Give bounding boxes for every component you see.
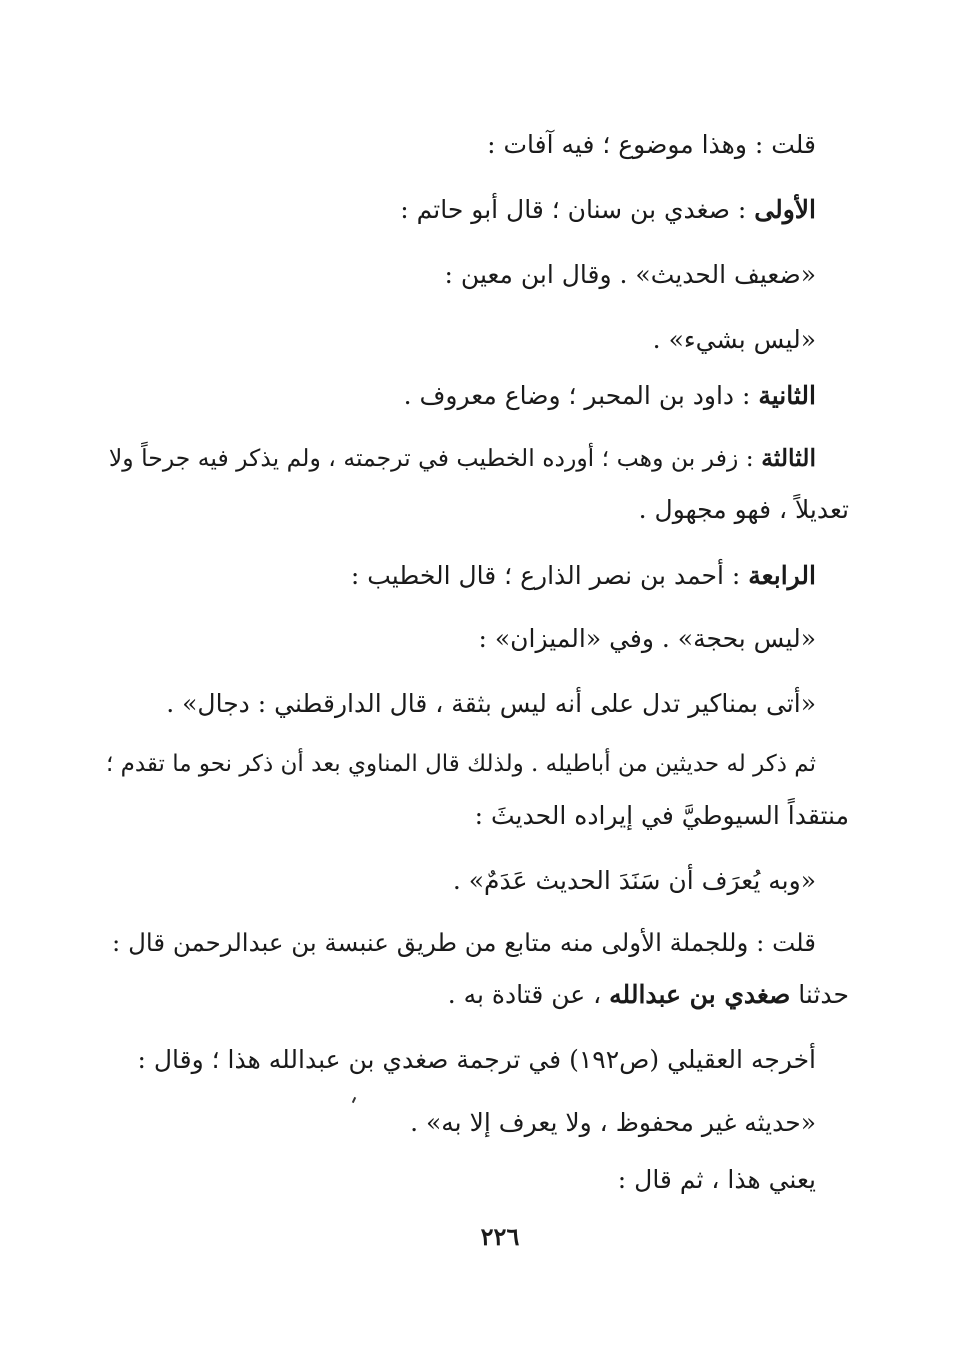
text-line: «ضعيف الحديث» . وقال ابن معين : — [444, 260, 816, 289]
text-line: أخرجه العقيلي (ص١٩٢) في ترجمة صغدي بن عبدالله هذا ؛ وقال : — [137, 1045, 816, 1074]
text-line: قلت : وللجملة الأولى منه متابع من طريق عنبسة بن عبدالرحمن قال : — [112, 928, 816, 957]
text-line: قلت : وهذا موضوع ؛ فيه آفات : — [487, 130, 816, 159]
narrator-name: صغدي بن عبدالله — [609, 980, 791, 1009]
text-line: يعني هذا ، ثم قال : — [617, 1165, 816, 1194]
text-line: «ليس بحجة» . وفي «الميزان» : — [478, 624, 816, 653]
heading-word: الثالثة — [761, 444, 816, 472]
text-line: «أتى بمناكير تدل على أنه ليس بثقة ، قال الدارقطني : دجال» . — [166, 689, 816, 718]
text-line: الثانية : داود بن المحبر ؛ وضاع معروف . — [403, 381, 816, 410]
text-line: الأولى : صغدي بن سنان ؛ قال أبو حاتم : — [400, 195, 816, 224]
heading-word: الثانية — [758, 381, 816, 410]
text-line: «ليس بشيء» . — [652, 325, 816, 354]
text-line: ثم ذكر له حديثين من أباطيله . ولذلك قال المناوي بعد أن ذكر نحو ما تقدم ؛ — [105, 751, 816, 777]
heading-word: الرابعة — [748, 561, 816, 590]
stray-mark — [352, 1097, 356, 1103]
text-line: «وبه يُعرَف أن سَنَدَ الحديث عَدَمٌ» . — [452, 866, 816, 895]
page-number: ٢٢٦ — [480, 1222, 520, 1251]
text-line: حدثنا صغدي بن عبدالله ، عن قتادة به . — [447, 980, 849, 1009]
text-line: منتقداً السيوطيَّ في إيراده الحديثَ : — [474, 801, 849, 830]
text-line: الرابعة : أحمد بن نصر الذارع ؛ قال الخطيب : — [350, 561, 816, 590]
text-line: تعديلاً ، فهو مجهول . — [638, 495, 849, 524]
text-line: «حديثه غير محفوظ ، ولا يعرف إلا به» . — [410, 1108, 816, 1137]
heading-word: الأولى — [754, 195, 816, 224]
text-line: الثالثة : زفر بن وهب ؛ أورده الخطيب في ترجمته ، ولم يذكر فيه جرحاً ولا — [108, 444, 816, 472]
